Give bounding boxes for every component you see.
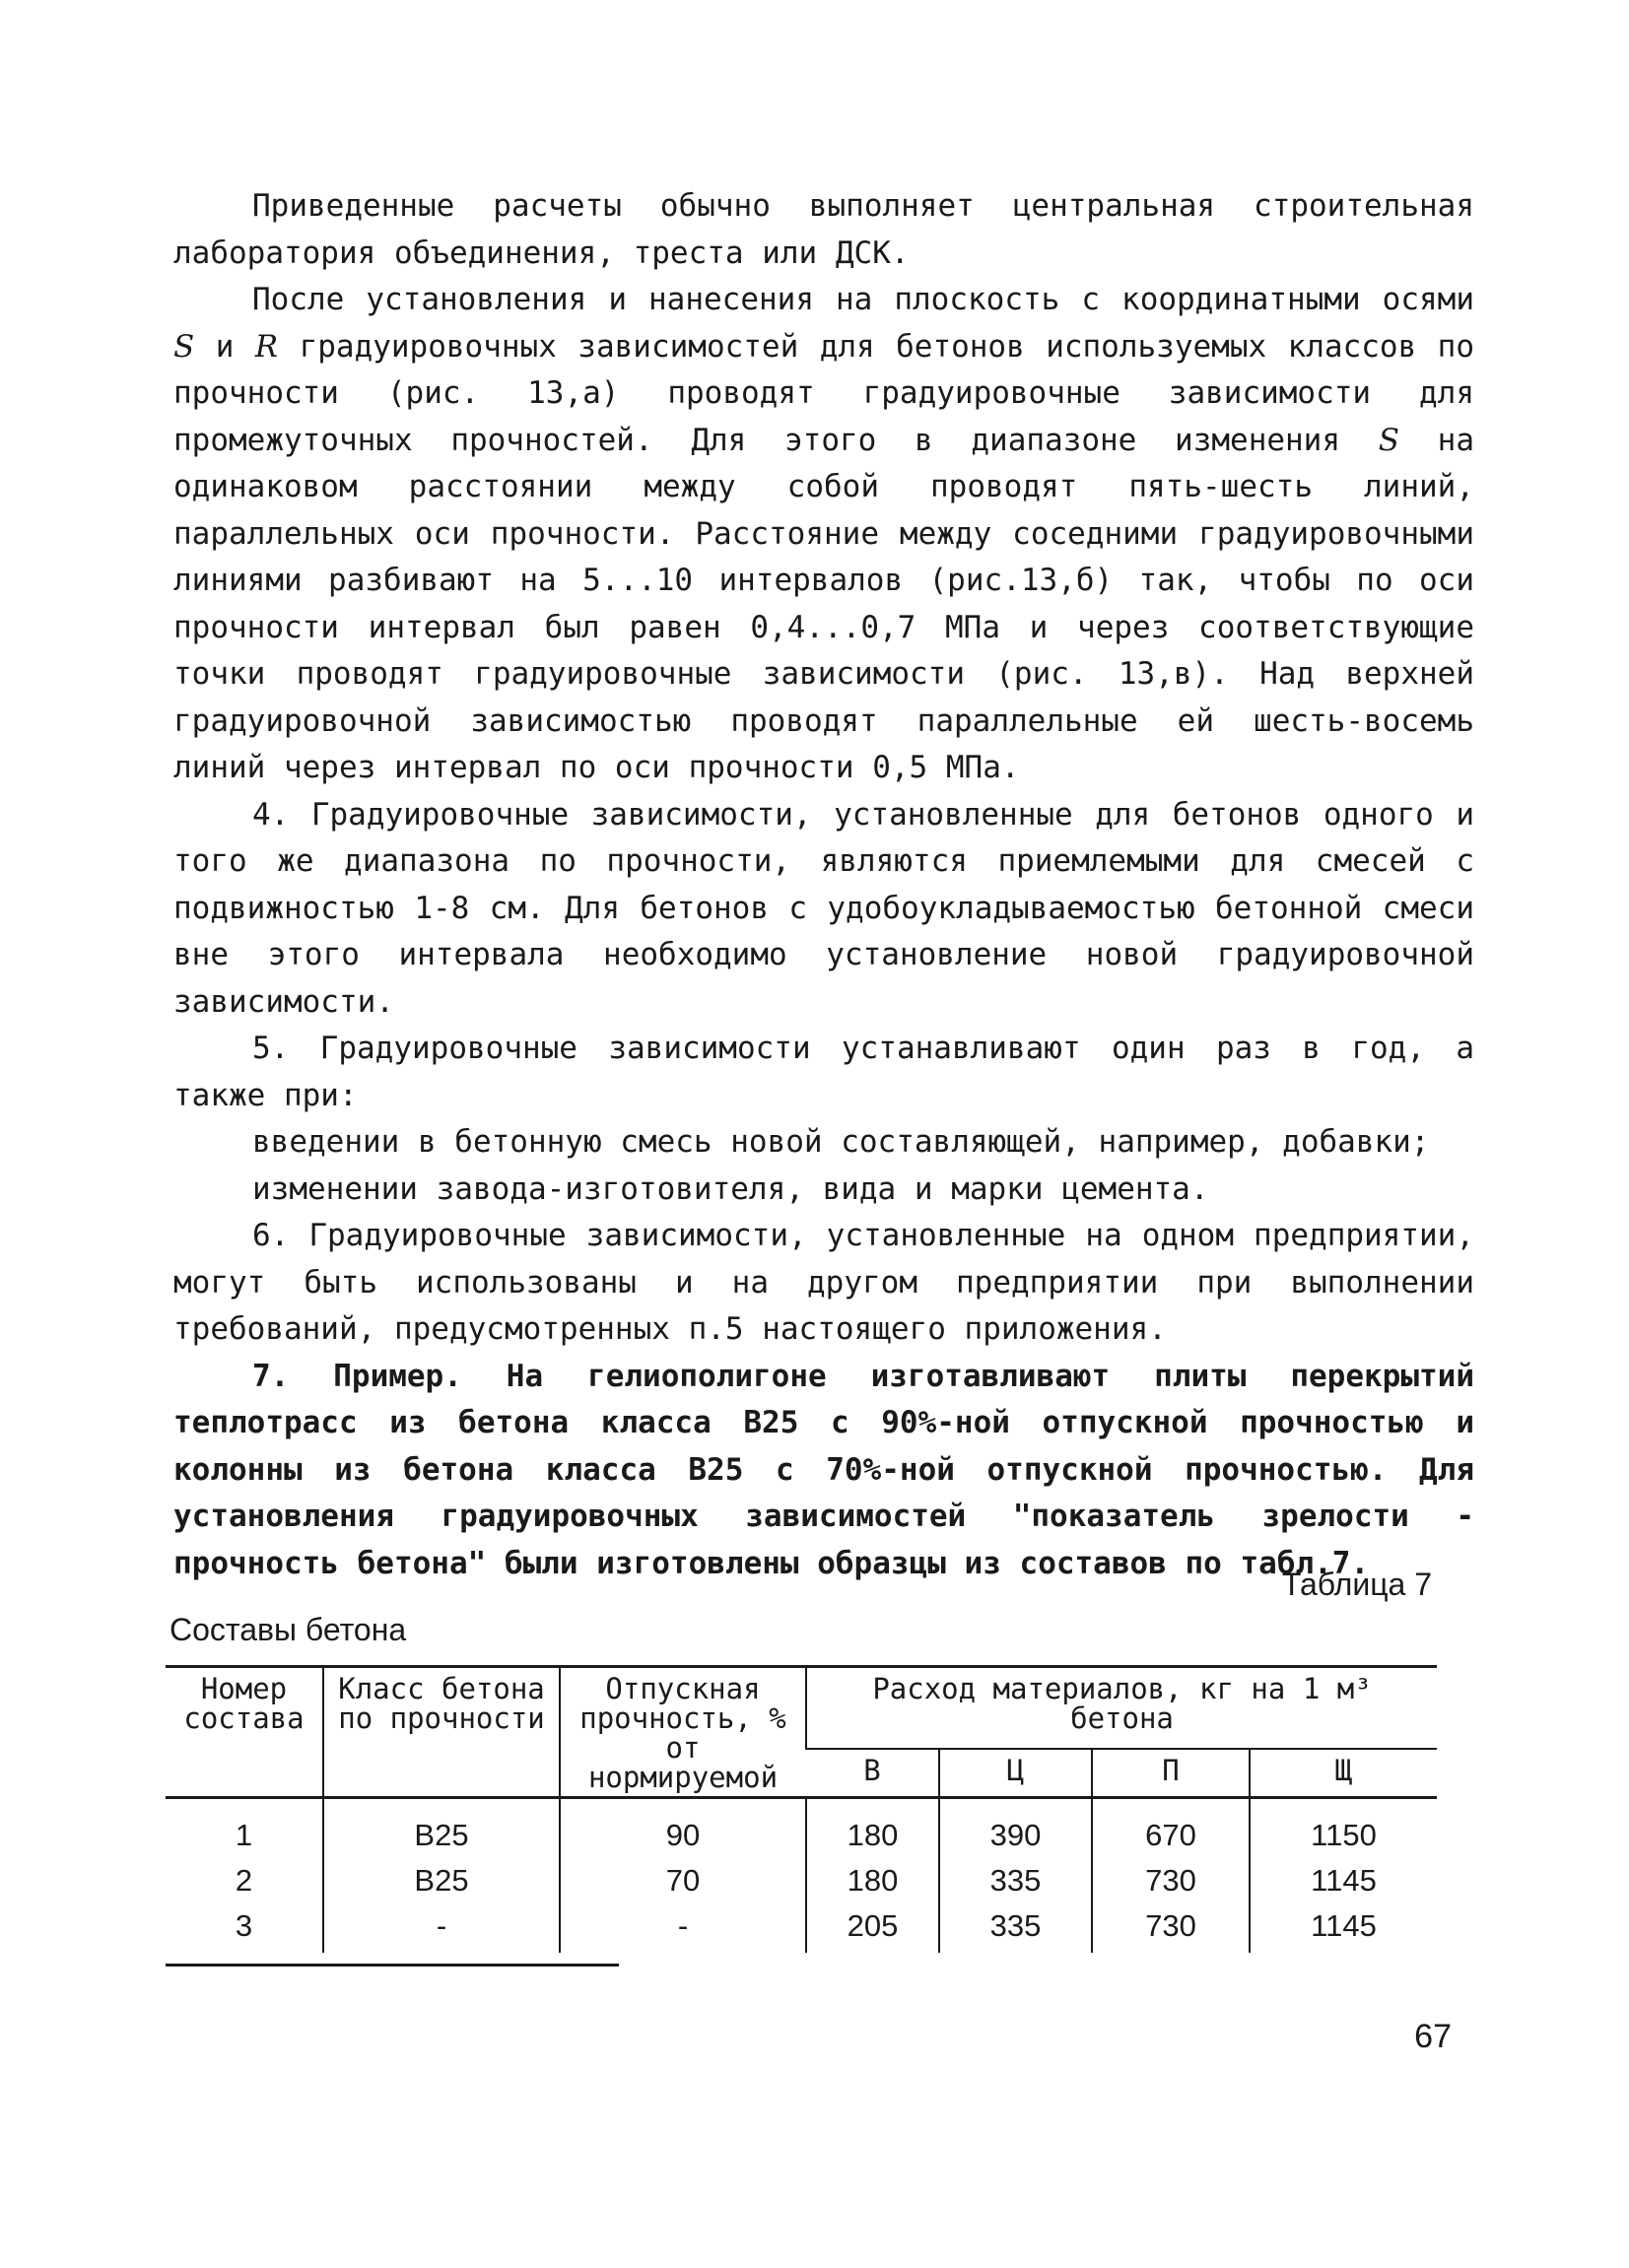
paragraph-item-4: 4. Градуировочные зависимости, установленные для бетонов одного и того же диапазона по прочности, являются приемлемыми для смесей с подвижностью 1-8 см. Для бетонов с удобоукладываемостью бетонной смеси вне этого интервала необходимо установление новой градуировочной зависимости. bbox=[173, 796, 1474, 1020]
header-release: Отпускная прочность, % от нормируемой bbox=[560, 1667, 806, 1798]
paragraph-item-7: 7. Пример. На гелиополигоне изготавливают плиты перекрытий теплотрасс из бетона класса В25 с 90%-ной отпускной прочностью и колонны из бетона класса В25 с 70%-ной отпускной прочностью. Для установления градуировочных зависимостей "показатель зрелости - прочность бетона" были изготовлены образцы из составов по табл.7. bbox=[173, 1358, 1474, 1581]
table-label: Таблица 7 bbox=[1281, 1567, 1432, 1602]
cell-release: 70 bbox=[560, 1858, 806, 1903]
cell-num: 1 bbox=[166, 1798, 323, 1859]
conjunction-and: и bbox=[215, 328, 235, 365]
header-consumption: Расход материалов, кг на 1 м³ бетона bbox=[806, 1667, 1437, 1750]
cell-num: 2 bbox=[235, 1863, 253, 1898]
cell-cement: 335 bbox=[939, 1858, 1092, 1903]
table-bottom-rule bbox=[166, 1964, 619, 1967]
cell-release: - bbox=[560, 1903, 806, 1953]
header-water: В bbox=[806, 1749, 939, 1797]
cell-class: В25 bbox=[323, 1858, 560, 1903]
table-row bbox=[166, 1858, 1437, 1903]
cell-gravel: 1145 bbox=[1250, 1903, 1437, 1953]
header-class: Класс бетона по прочности bbox=[323, 1667, 560, 1798]
cell-class: - bbox=[323, 1903, 560, 1953]
cell-release: 90 bbox=[560, 1798, 806, 1859]
cell-sand: 730 bbox=[1092, 1903, 1250, 1953]
table-row bbox=[166, 1798, 1437, 1859]
paragraph-intro: Приведенные расчеты обычно выполняет центральная строительная лаборатория объединения, треста или ДСК. bbox=[173, 188, 1474, 271]
cell-class: В25 bbox=[323, 1798, 560, 1859]
gradation-part-2: градуировочных зависимостей для бетонов используемых классов по прочности (рис. 13,а) проводят градуировочные зависимости для промежуточных прочностей. Для этого в диапазоне изменения bbox=[173, 328, 1474, 458]
body-text bbox=[173, 183, 1474, 1587]
header-cement: Ц bbox=[939, 1749, 1092, 1797]
cell-sand: 730 bbox=[1092, 1858, 1250, 1903]
header-num: Номер состава bbox=[166, 1667, 323, 1798]
paragraph-gradation bbox=[173, 277, 1474, 792]
cell-water: 180 bbox=[806, 1798, 939, 1859]
header-sand: П bbox=[1092, 1749, 1250, 1797]
cell-gravel: 1145 bbox=[1250, 1858, 1437, 1903]
cell-cement: 390 bbox=[939, 1798, 1092, 1859]
cell-sand: 670 bbox=[1092, 1798, 1250, 1859]
list-entry-additive: введении в бетонную смесь новой составляющей, например, добавки; bbox=[252, 1124, 1430, 1160]
header-gravel: Щ bbox=[1250, 1749, 1437, 1797]
cell-water: 180 bbox=[806, 1858, 939, 1903]
variable-r: R bbox=[254, 328, 279, 365]
table-row bbox=[166, 1903, 1437, 1953]
composition-table bbox=[166, 1665, 1437, 1953]
cell-num: 3 bbox=[235, 1908, 253, 1943]
cell-gravel: 1150 bbox=[1250, 1798, 1437, 1859]
variable-s: S bbox=[173, 328, 195, 365]
paragraph-item-5: 5. Градуировочные зависимости устанавливают один раз в год, а также при: bbox=[173, 1031, 1474, 1113]
cell-cement: 335 bbox=[939, 1903, 1092, 1953]
paragraph-item-6: 6. Градуировочные зависимости, установленные на одном предприятии, могут быть использованы и на другом предприятии при выполнении требований, предусмотренных п.5 настоящего приложения. bbox=[173, 1218, 1474, 1347]
page-number: 67 bbox=[1414, 2018, 1452, 2055]
cell-water: 205 bbox=[806, 1903, 939, 1953]
list-entry-cement: изменении завода-изготовителя, вида и марки цемента. bbox=[252, 1170, 1209, 1207]
gradation-part-1: После установления и нанесения на плоскость с координатными осями bbox=[252, 282, 1474, 317]
gradation-part-3: на одинаковом расстоянии между собой проводят пять-шесть линий, параллельных оси прочности. Расстояние между соседними градуировочными линиями разбивают на 5...10 интервалов (рис.13,б) так, чтобы по оси прочности интервал был равен 0,4...0,7 МПа и через соответствующие точки проводят градуировочные зависимости (рис. 13,в). Над верхней градуировочной зависимостью проводят параллельные ей шесть-восемь линий через интервал по оси прочности 0,5 МПа. bbox=[173, 422, 1474, 785]
variable-s-2: S bbox=[1378, 422, 1399, 458]
table-title: Составы бетона bbox=[170, 1612, 407, 1647]
